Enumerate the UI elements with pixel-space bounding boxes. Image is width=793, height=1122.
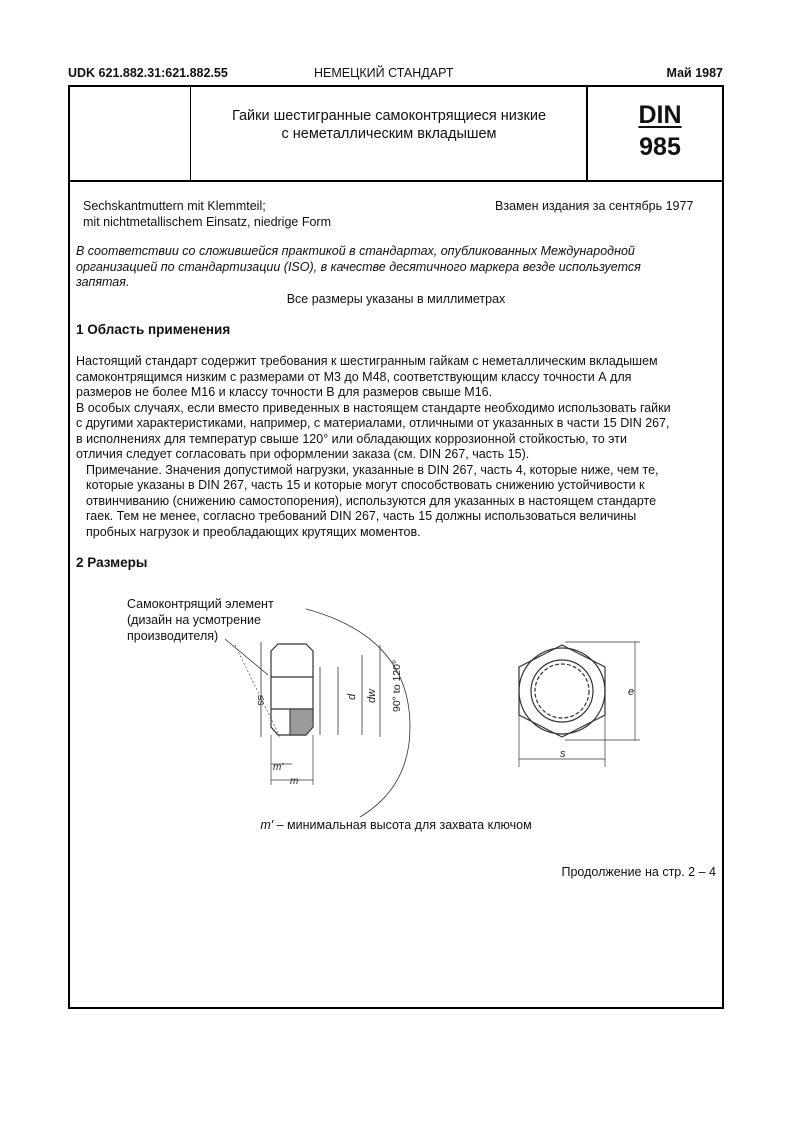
note-line: гаек. Тем не менее, согласно требований DIN 267, часть 15 должны использоваться величины bbox=[86, 509, 637, 523]
page-frame bbox=[68, 85, 724, 1009]
german-title-line-2: mit nichtmetallischem Einsatz, niedrige Form bbox=[83, 214, 331, 229]
caption-text: – минимальная высота для захвата ключом bbox=[273, 818, 532, 832]
divider bbox=[586, 87, 588, 180]
section-1-heading: 1 Область применения bbox=[76, 322, 231, 337]
title-block bbox=[70, 87, 722, 182]
body-line: отличия следует согласовать при оформлении заказа (см. DIN 267, часть 15). bbox=[76, 447, 530, 461]
body-line: в исполнениях для температур свыше 120° или обладающих коррозионной стойкостью, то эти bbox=[76, 431, 627, 446]
leader-line bbox=[225, 639, 268, 675]
german-title bbox=[83, 199, 331, 230]
divider bbox=[70, 180, 722, 181]
standard-label: НЕМЕЦКИЙ СТАНДАРТ bbox=[314, 66, 454, 80]
body-line: В особых случаях, если вместо приведенных в настоящем стандарте необходимо использовать гайки bbox=[76, 400, 671, 415]
intro-line-2: организацией по стандартизации (ISO), в качестве десятичного маркера везде используется bbox=[76, 259, 641, 274]
dim-s-side: ≤s bbox=[255, 695, 266, 706]
udk-code: UDK 621.882.31:621.882.55 bbox=[68, 66, 228, 80]
side-view bbox=[261, 609, 410, 817]
caption-symbol: m' bbox=[260, 818, 274, 832]
title-line-1: Гайки шестигранные самоконтрящиеся низкие bbox=[231, 108, 547, 124]
document-title bbox=[195, 107, 583, 143]
note-line: Примечание. Значения допустимой нагрузки, указанные в DIN 267, часть 4, которые ниже, чем те, bbox=[86, 462, 659, 477]
section-1-body bbox=[76, 354, 721, 540]
figure-label-line-3: производителя) bbox=[127, 629, 219, 643]
divider bbox=[190, 87, 191, 180]
figure-label-line-1: Самоконтрящий элемент bbox=[127, 597, 274, 611]
din-number: 985 bbox=[639, 133, 681, 161]
nut-drawing bbox=[110, 587, 710, 827]
body-line: самоконтрящимся низким с размерами от М3 до М48, соответствующим классу точности А для bbox=[76, 369, 632, 384]
dim-e: e bbox=[628, 686, 635, 698]
dim-angle: 90° to 120° bbox=[391, 659, 403, 712]
replaces-edition: Взамен издания за сентябрь 1977 bbox=[495, 199, 694, 213]
dim-m: m bbox=[290, 776, 299, 787]
figure-caption bbox=[70, 818, 722, 834]
continuation-note: Продолжение на стр. 2 – 4 bbox=[561, 865, 716, 879]
din-label: DIN bbox=[638, 101, 682, 129]
german-title-line-1: Sechskantmuttern mit Klemmteil; bbox=[83, 199, 266, 213]
body-line: Настоящий стандарт содержит требования к шестигранным гайкам с неметаллическим вкладышем bbox=[76, 354, 658, 368]
dim-dw: dw bbox=[366, 688, 378, 703]
body-line: размеров не более М16 и классу точности В для размеров свыше М16. bbox=[76, 385, 493, 399]
issue-date: Май 1987 bbox=[666, 66, 723, 80]
leader-line bbox=[235, 645, 280, 737]
body-line: с другими характеристиками, например, с материалами, отличными от указанных в части 15 DIN 267, bbox=[76, 416, 670, 430]
intro-italic bbox=[76, 244, 641, 291]
intro-line-1: В соответствии со сложившейся практикой в стандартах, опубликованных Международной bbox=[76, 244, 635, 258]
intro-line-3: запятая. bbox=[76, 275, 130, 289]
dim-m-prime: m' bbox=[273, 762, 284, 773]
section-2-heading: 2 Размеры bbox=[76, 555, 148, 570]
front-view bbox=[519, 642, 640, 767]
figure-label-line-2: (дизайн на усмотрение bbox=[127, 613, 261, 627]
note-line: пробных нагрузок и преобладающих крутящих моментов. bbox=[86, 524, 421, 539]
title-line-2: с неметаллическим вкладышем bbox=[281, 126, 497, 142]
note-line: которые указаны в DIN 267, часть 15 и которые могут способствовать снижению устойчивости к bbox=[86, 478, 645, 492]
note-line: отвинчиванию (снижению самостопорения), используются для указанных в настоящем стандарте bbox=[86, 493, 657, 508]
dimensions-note: Все размеры указаны в миллиметрах bbox=[286, 292, 506, 306]
dim-d: d bbox=[346, 693, 358, 700]
dim-s: s bbox=[560, 748, 566, 760]
